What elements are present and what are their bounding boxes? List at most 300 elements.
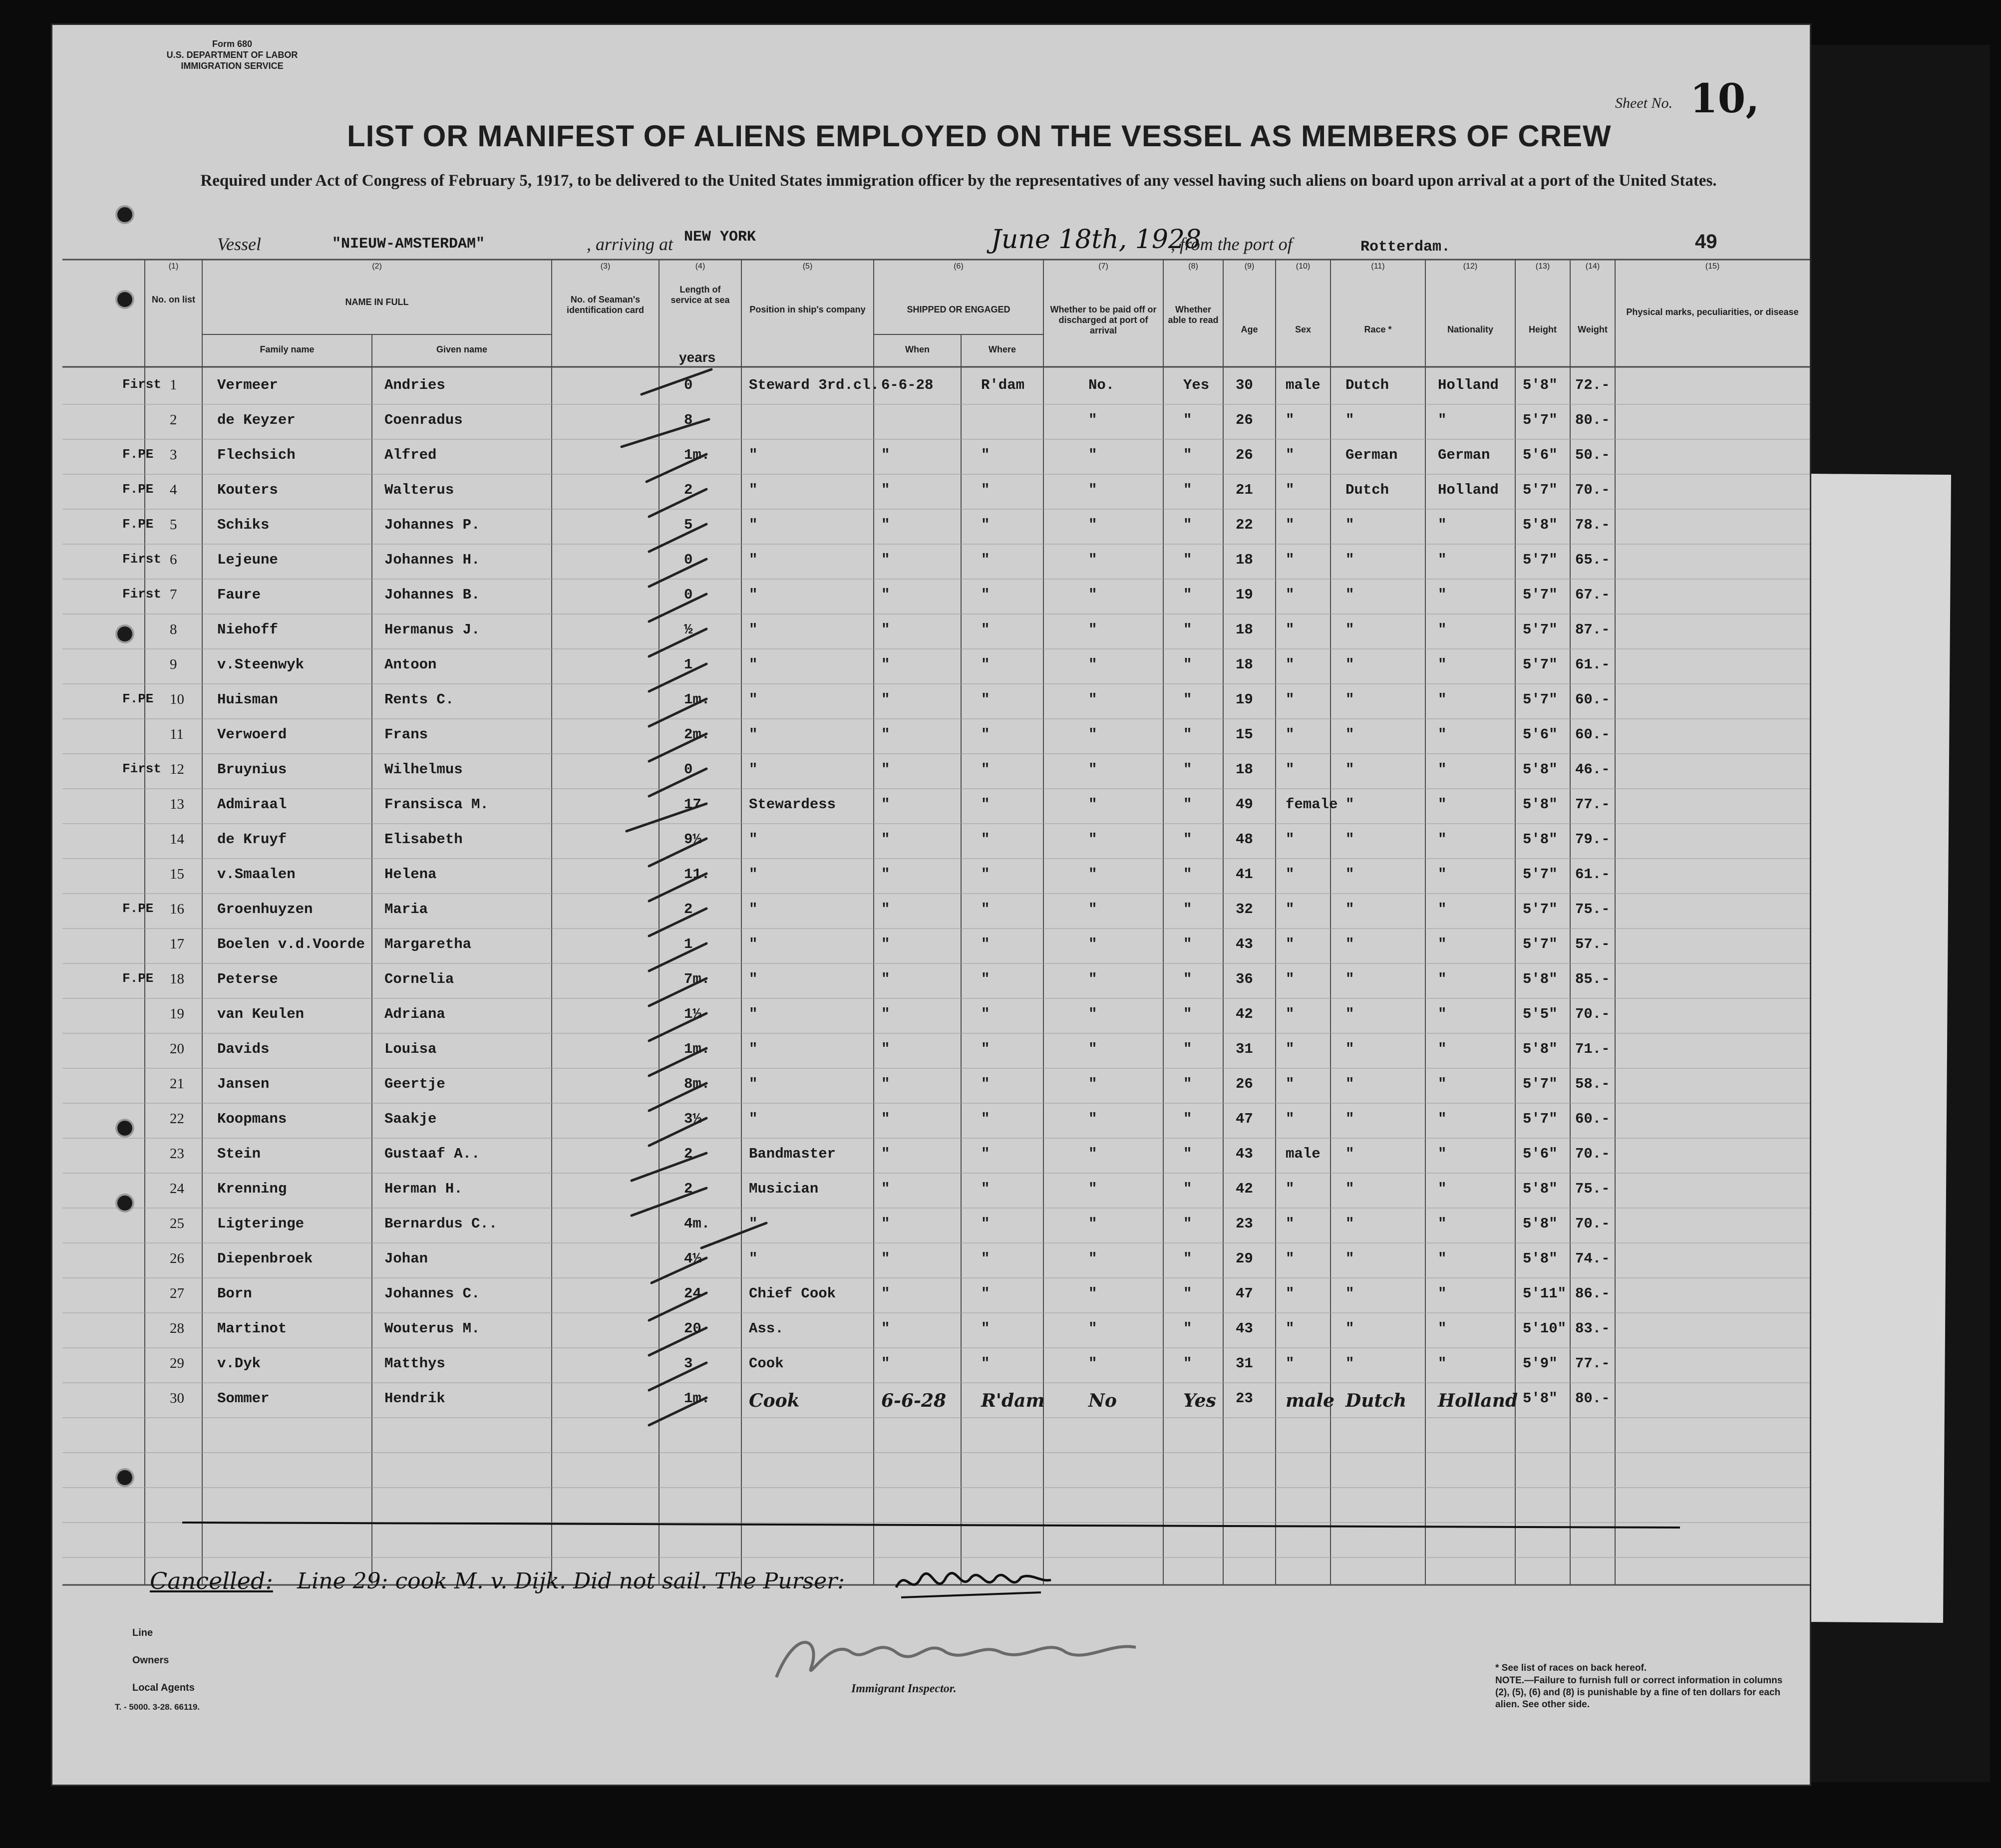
shipped-where: " <box>981 1250 990 1267</box>
nationality: " <box>1438 1250 1447 1267</box>
shipped-where: " <box>981 621 990 638</box>
col-num-3: (3) <box>600 262 611 271</box>
age: 18 <box>1236 621 1253 638</box>
age: 15 <box>1236 726 1253 743</box>
nationality: " <box>1438 831 1447 848</box>
row-number: 9 <box>170 656 177 672</box>
nationality: " <box>1438 796 1447 813</box>
shipped-when: " <box>881 726 890 743</box>
shipped-when: " <box>881 1250 890 1267</box>
paid-off: " <box>1088 587 1097 603</box>
height: 5'8" <box>1523 1250 1558 1267</box>
position: Ass. <box>749 1320 784 1337</box>
able-to-read: " <box>1183 761 1192 778</box>
race: " <box>1345 552 1354 568</box>
paid-off: No. <box>1088 377 1115 393</box>
weight: 61.- <box>1575 866 1610 883</box>
col-num-11: (11) <box>1371 262 1385 271</box>
shipped-when: 6-6-28 <box>881 377 934 393</box>
row-number: 27 <box>170 1285 184 1301</box>
able-to-read: " <box>1183 936 1192 952</box>
hdr-where: Where <box>988 344 1016 354</box>
race: " <box>1345 1285 1354 1302</box>
shipped-when: " <box>881 1006 890 1022</box>
sex: " <box>1286 936 1295 952</box>
weight: 86.- <box>1575 1285 1610 1302</box>
sex: male <box>1286 1146 1321 1162</box>
sex: " <box>1286 1320 1295 1337</box>
row-number: 2 <box>170 412 177 428</box>
age: 18 <box>1236 656 1253 673</box>
shipped-where: " <box>981 552 990 568</box>
position: " <box>749 552 758 568</box>
given-name: Wilhelmus <box>384 761 463 778</box>
sex: " <box>1286 761 1295 778</box>
height: 5'5" <box>1523 1006 1558 1022</box>
height: 5'7" <box>1523 901 1558 918</box>
hdr-no-on-list: No. on list <box>152 295 195 305</box>
shipped-where: " <box>981 1111 990 1127</box>
nationality: Holland <box>1438 1390 1518 1411</box>
height: 5'8" <box>1523 761 1558 778</box>
paid-off: " <box>1088 447 1097 463</box>
position: " <box>749 1076 758 1092</box>
row-number: 12 <box>170 761 184 777</box>
age: 47 <box>1236 1285 1253 1302</box>
age: 32 <box>1236 901 1253 918</box>
service-length: 2 <box>684 482 693 498</box>
position: " <box>749 901 758 918</box>
requirement-text: Required under Act of Congress of February 5, 1917, to be delivered to the United States immigration officer by the representatives of any vessel having such aliens on board upon arrival at a port of the United States. <box>200 172 1717 190</box>
shipped-where: " <box>981 482 990 498</box>
family-name: Ligteringe <box>217 1216 305 1232</box>
hdr-family-name: Family name <box>260 344 315 354</box>
age: 48 <box>1236 831 1253 848</box>
binder-hole <box>117 292 132 307</box>
shipped-when: " <box>881 1285 890 1302</box>
age: 47 <box>1236 1111 1253 1127</box>
nationality: " <box>1438 1216 1447 1232</box>
row-number: 17 <box>170 936 184 952</box>
given-name: Herman H. <box>384 1181 463 1197</box>
row-prefix: F.PE <box>122 482 154 497</box>
given-name: Louisa <box>384 1041 437 1057</box>
footer-local-agents: Local Agents <box>132 1682 195 1693</box>
height: 5'7" <box>1523 552 1558 568</box>
paid-off: " <box>1088 517 1097 533</box>
form-number: Form 680 <box>212 39 253 49</box>
paid-off: " <box>1088 1111 1097 1127</box>
race: " <box>1345 1250 1354 1267</box>
paid-off: " <box>1088 552 1097 568</box>
sex: " <box>1286 1216 1295 1232</box>
shipped-where: " <box>981 1285 990 1302</box>
shipped-when: " <box>881 447 890 463</box>
nationality: " <box>1438 866 1447 883</box>
position: " <box>749 587 758 603</box>
shipped-when: " <box>881 796 890 813</box>
race: " <box>1345 866 1354 883</box>
paid-off: No <box>1088 1390 1117 1411</box>
hdr-length-service: Length of service at sea <box>670 285 730 305</box>
nationality: " <box>1438 1285 1447 1302</box>
height: 5'7" <box>1523 1076 1558 1092</box>
age: 18 <box>1236 761 1253 778</box>
age: 18 <box>1236 552 1253 568</box>
hdr-shipped: SHIPPED OR ENGAGED <box>907 305 1010 314</box>
family-name: de Kruyf <box>217 831 287 848</box>
shipped-when: " <box>881 621 890 638</box>
weight: 70.- <box>1575 482 1610 498</box>
hdr-when: When <box>905 344 930 354</box>
shipped-when: " <box>881 1076 890 1092</box>
hdr-years: years <box>679 349 716 365</box>
sex: " <box>1286 412 1295 428</box>
nationality: " <box>1438 691 1447 708</box>
row-prefix: F.PE <box>122 971 154 986</box>
given-name: Maria <box>384 901 428 918</box>
height: 5'8" <box>1523 1390 1558 1407</box>
able-to-read: Yes <box>1183 1390 1216 1411</box>
col-num-7: (7) <box>1098 262 1108 271</box>
weight: 60.- <box>1575 1111 1610 1127</box>
hdr-paid-off: Whether to be paid off or discharged at port of arrival <box>1050 305 1157 335</box>
position: " <box>749 971 758 987</box>
hdr-able-read: Whether able to read <box>1168 305 1219 325</box>
paid-off: " <box>1088 726 1097 743</box>
family-name: v.Dyk <box>217 1355 261 1372</box>
position: " <box>749 517 758 533</box>
able-to-read: " <box>1183 1285 1192 1302</box>
family-name: Niehoff <box>217 621 278 638</box>
form-title: LIST OR MANIFEST OF ALIENS EMPLOYED ON THE VESSEL AS MEMBERS OF CREW <box>347 119 1612 153</box>
arrival-date: June 18th, 1928 <box>991 225 1202 255</box>
able-to-read: " <box>1183 1355 1192 1372</box>
shipped-where: " <box>981 1076 990 1092</box>
age: 43 <box>1236 936 1253 952</box>
service-length: 1½ <box>684 1006 701 1022</box>
age: 36 <box>1236 971 1253 987</box>
paid-off: " <box>1088 412 1097 428</box>
shipped-when: " <box>881 587 890 603</box>
weight: 72.- <box>1575 377 1610 393</box>
service-length: 8 <box>684 412 693 428</box>
shipped-where: R'dam <box>981 377 1025 393</box>
weight: 58.- <box>1575 1076 1610 1092</box>
nationality: " <box>1438 1320 1447 1337</box>
age: 30 <box>1236 377 1253 393</box>
nationality: " <box>1438 1041 1447 1057</box>
race: " <box>1345 726 1354 743</box>
shipped-where: " <box>981 901 990 918</box>
col-num-12: (12) <box>1463 262 1478 271</box>
age: 19 <box>1236 691 1253 708</box>
race: German <box>1345 447 1398 463</box>
arriving-label: , arriving at <box>587 234 673 254</box>
service-length: 11. <box>684 866 710 883</box>
shipped-where: " <box>981 971 990 987</box>
weight: 70.- <box>1575 1146 1610 1162</box>
sex: female <box>1286 796 1338 813</box>
height: 5'11" <box>1523 1285 1567 1302</box>
paid-off: " <box>1088 1285 1097 1302</box>
given-name: Hermanus J. <box>384 621 480 638</box>
shipped-where: " <box>981 831 990 848</box>
position: Stewardess <box>749 796 836 813</box>
height: 5'7" <box>1523 412 1558 428</box>
from-port-label: , from the port of <box>1171 234 1293 254</box>
age: 19 <box>1236 587 1253 603</box>
row-number: 4 <box>170 482 177 498</box>
paid-off: " <box>1088 1355 1097 1372</box>
given-name: Matthys <box>384 1355 445 1372</box>
service-length: 0 <box>684 552 693 568</box>
able-to-read: " <box>1183 1146 1192 1162</box>
sex: " <box>1286 726 1295 743</box>
given-name: Antoon <box>384 656 437 673</box>
height: 5'6" <box>1523 726 1558 743</box>
weight: 50.- <box>1575 447 1610 463</box>
shipped-when: " <box>881 1216 890 1232</box>
paid-off: " <box>1088 1146 1097 1162</box>
row-prefix: First <box>122 552 162 567</box>
position: " <box>749 1111 758 1127</box>
service-length: 2 <box>684 1181 693 1197</box>
shipped-when: " <box>881 936 890 952</box>
service-length: 0 <box>684 587 693 603</box>
nationality: Holland <box>1438 377 1499 393</box>
race: " <box>1345 796 1354 813</box>
purser-signature <box>891 1557 1061 1607</box>
vessel-label: Vessel <box>217 234 261 254</box>
family-name: Bruynius <box>217 761 287 778</box>
paid-off: " <box>1088 1041 1097 1057</box>
service-length: 2 <box>684 901 693 918</box>
service-length: 5 <box>684 517 693 533</box>
nationality: " <box>1438 1146 1447 1162</box>
weight: 78.- <box>1575 517 1610 533</box>
able-to-read: " <box>1183 517 1192 533</box>
weight: 67.- <box>1575 587 1610 603</box>
race: " <box>1345 1041 1354 1057</box>
position: Chief Cook <box>749 1285 836 1302</box>
row-prefix: F.PE <box>122 901 154 916</box>
able-to-read: " <box>1183 796 1192 813</box>
row-prefix: F.PE <box>122 691 154 706</box>
paid-off: " <box>1088 936 1097 952</box>
cancelled-text: Line 29: cook M. v. Dijk. Did not sail. The Purser: <box>297 1568 845 1594</box>
nationality: " <box>1438 1006 1447 1022</box>
shipped-when: " <box>881 1355 890 1372</box>
sex: " <box>1286 1076 1295 1092</box>
race: " <box>1345 761 1354 778</box>
hdr-height: Height <box>1529 324 1557 334</box>
sex: " <box>1286 656 1295 673</box>
service-length: 9½ <box>684 831 701 848</box>
age: 43 <box>1236 1320 1253 1337</box>
age: 29 <box>1236 1250 1253 1267</box>
nationality: " <box>1438 1181 1447 1197</box>
nationality: " <box>1438 971 1447 987</box>
race: " <box>1345 971 1354 987</box>
nationality: " <box>1438 621 1447 638</box>
shipped-when: " <box>881 1320 890 1337</box>
weight: 79.- <box>1575 831 1610 848</box>
sex: " <box>1286 1111 1295 1127</box>
shipped-when: " <box>881 482 890 498</box>
shipped-where: " <box>981 1355 990 1372</box>
service-length: 4½ <box>684 1250 701 1267</box>
service-length: 1m. <box>684 1041 710 1057</box>
paid-off: " <box>1088 1181 1097 1197</box>
row-number: 6 <box>170 552 177 568</box>
sheet-label: Sheet No. <box>1615 95 1672 111</box>
shipped-where: " <box>981 1320 990 1337</box>
shipped-where: " <box>981 1006 990 1022</box>
given-name: Frans <box>384 726 428 743</box>
given-name: Geertje <box>384 1076 445 1092</box>
position: " <box>749 482 758 498</box>
service-length: 1 <box>684 936 693 952</box>
position: " <box>749 621 758 638</box>
footer-print-info: T. - 5000. 3-28. 66119. <box>115 1702 200 1712</box>
sex: " <box>1286 517 1295 533</box>
family-name: Boelen v.d.Voorde <box>217 936 365 952</box>
hdr-race: Race * <box>1364 324 1392 334</box>
weight: 74.- <box>1575 1250 1610 1267</box>
shipped-when: " <box>881 971 890 987</box>
paid-off: " <box>1088 1320 1097 1337</box>
race: " <box>1345 412 1354 428</box>
given-name: Elisabeth <box>384 831 463 848</box>
race: " <box>1345 1111 1354 1127</box>
row-number: 29 <box>170 1355 184 1371</box>
row-number: 13 <box>170 796 184 812</box>
family-name: Jansen <box>217 1076 270 1092</box>
family-name: Stein <box>217 1146 261 1162</box>
race: " <box>1345 1355 1354 1372</box>
weight: 60.- <box>1575 691 1610 708</box>
weight: 87.- <box>1575 621 1610 638</box>
service: IMMIGRATION SERVICE <box>181 61 284 71</box>
binder-hole <box>117 1121 132 1136</box>
row-number: 28 <box>170 1320 184 1336</box>
race: Dutch <box>1345 1390 1407 1411</box>
row-number: 1 <box>170 377 177 393</box>
age: 23 <box>1236 1390 1253 1407</box>
row-number: 14 <box>170 831 184 847</box>
able-to-read: " <box>1183 1250 1192 1267</box>
shipped-when: " <box>881 1146 890 1162</box>
service-length: 1 <box>684 656 693 673</box>
age: 26 <box>1236 1076 1253 1092</box>
family-name: Kouters <box>217 482 278 498</box>
sex: male <box>1286 377 1321 393</box>
race: " <box>1345 901 1354 918</box>
service-length: 2 <box>684 1146 693 1162</box>
service-length: 3 <box>684 1355 693 1372</box>
family-name: v.Smaalen <box>217 866 296 883</box>
nationality: " <box>1438 412 1447 428</box>
given-name: Wouterus M. <box>384 1320 480 1337</box>
paid-off: " <box>1088 1076 1097 1092</box>
age: 49 <box>1236 796 1253 813</box>
col-num-13: (13) <box>1535 262 1550 271</box>
given-name: Alfred <box>384 447 437 463</box>
given-name: Bernardus C.. <box>384 1216 498 1232</box>
row-number: 18 <box>170 971 184 987</box>
paid-off: " <box>1088 971 1097 987</box>
able-to-read: " <box>1183 866 1192 883</box>
sex: " <box>1286 971 1295 987</box>
nationality: " <box>1438 1355 1447 1372</box>
nationality: " <box>1438 1076 1447 1092</box>
given-name: Johan <box>384 1250 428 1267</box>
sex: " <box>1286 866 1295 883</box>
weight: 75.- <box>1575 1181 1610 1197</box>
row-number: 3 <box>170 447 177 463</box>
given-name: Johannes H. <box>384 552 480 568</box>
position: Bandmaster <box>749 1146 836 1162</box>
shipped-when: " <box>881 866 890 883</box>
able-to-read: " <box>1183 482 1192 498</box>
age: 21 <box>1236 482 1253 498</box>
col-num-2: (2) <box>372 262 382 271</box>
sex: " <box>1286 901 1295 918</box>
age: 22 <box>1236 517 1253 533</box>
footer-owners: Owners <box>132 1655 169 1666</box>
col-num-14: (14) <box>1585 262 1600 271</box>
row-number: 15 <box>170 866 184 882</box>
weight: 80.- <box>1575 412 1610 428</box>
family-name: Diepenbroek <box>217 1250 313 1267</box>
row-prefix: F.PE <box>122 447 154 462</box>
binder-hole <box>117 1470 132 1485</box>
service-length: 17 <box>684 796 701 813</box>
race: " <box>1345 1076 1354 1092</box>
family-name: Huisman <box>217 691 278 708</box>
able-to-read: " <box>1183 1111 1192 1127</box>
given-name: Saakje <box>384 1111 437 1127</box>
height: 5'9" <box>1523 1355 1558 1372</box>
paid-off: " <box>1088 796 1097 813</box>
sex: " <box>1286 1355 1295 1372</box>
shipped-where: " <box>981 691 990 708</box>
nationality: " <box>1438 901 1447 918</box>
sex: " <box>1286 1250 1295 1267</box>
family-name: Koopmans <box>217 1111 287 1127</box>
shipped-when: " <box>881 1041 890 1057</box>
shipped-where: " <box>981 1146 990 1162</box>
able-to-read: " <box>1183 1216 1192 1232</box>
service-length: 7m. <box>684 971 710 987</box>
col-num-6: (6) <box>954 262 964 271</box>
family-name: Krenning <box>217 1181 287 1197</box>
paid-off: " <box>1088 831 1097 848</box>
shipped-where: " <box>981 726 990 743</box>
paid-off: " <box>1088 656 1097 673</box>
able-to-read: " <box>1183 656 1192 673</box>
service-length: ½ <box>684 621 693 638</box>
nationality: " <box>1438 587 1447 603</box>
paid-off: " <box>1088 1216 1097 1232</box>
hdr-name-in-full: NAME IN FULL <box>345 297 409 307</box>
race: " <box>1345 1216 1354 1232</box>
service-length: 1m. <box>684 447 710 463</box>
service-length: 0 <box>684 761 693 778</box>
given-name: Coenradus <box>384 412 463 428</box>
shipped-where: " <box>981 1216 990 1232</box>
